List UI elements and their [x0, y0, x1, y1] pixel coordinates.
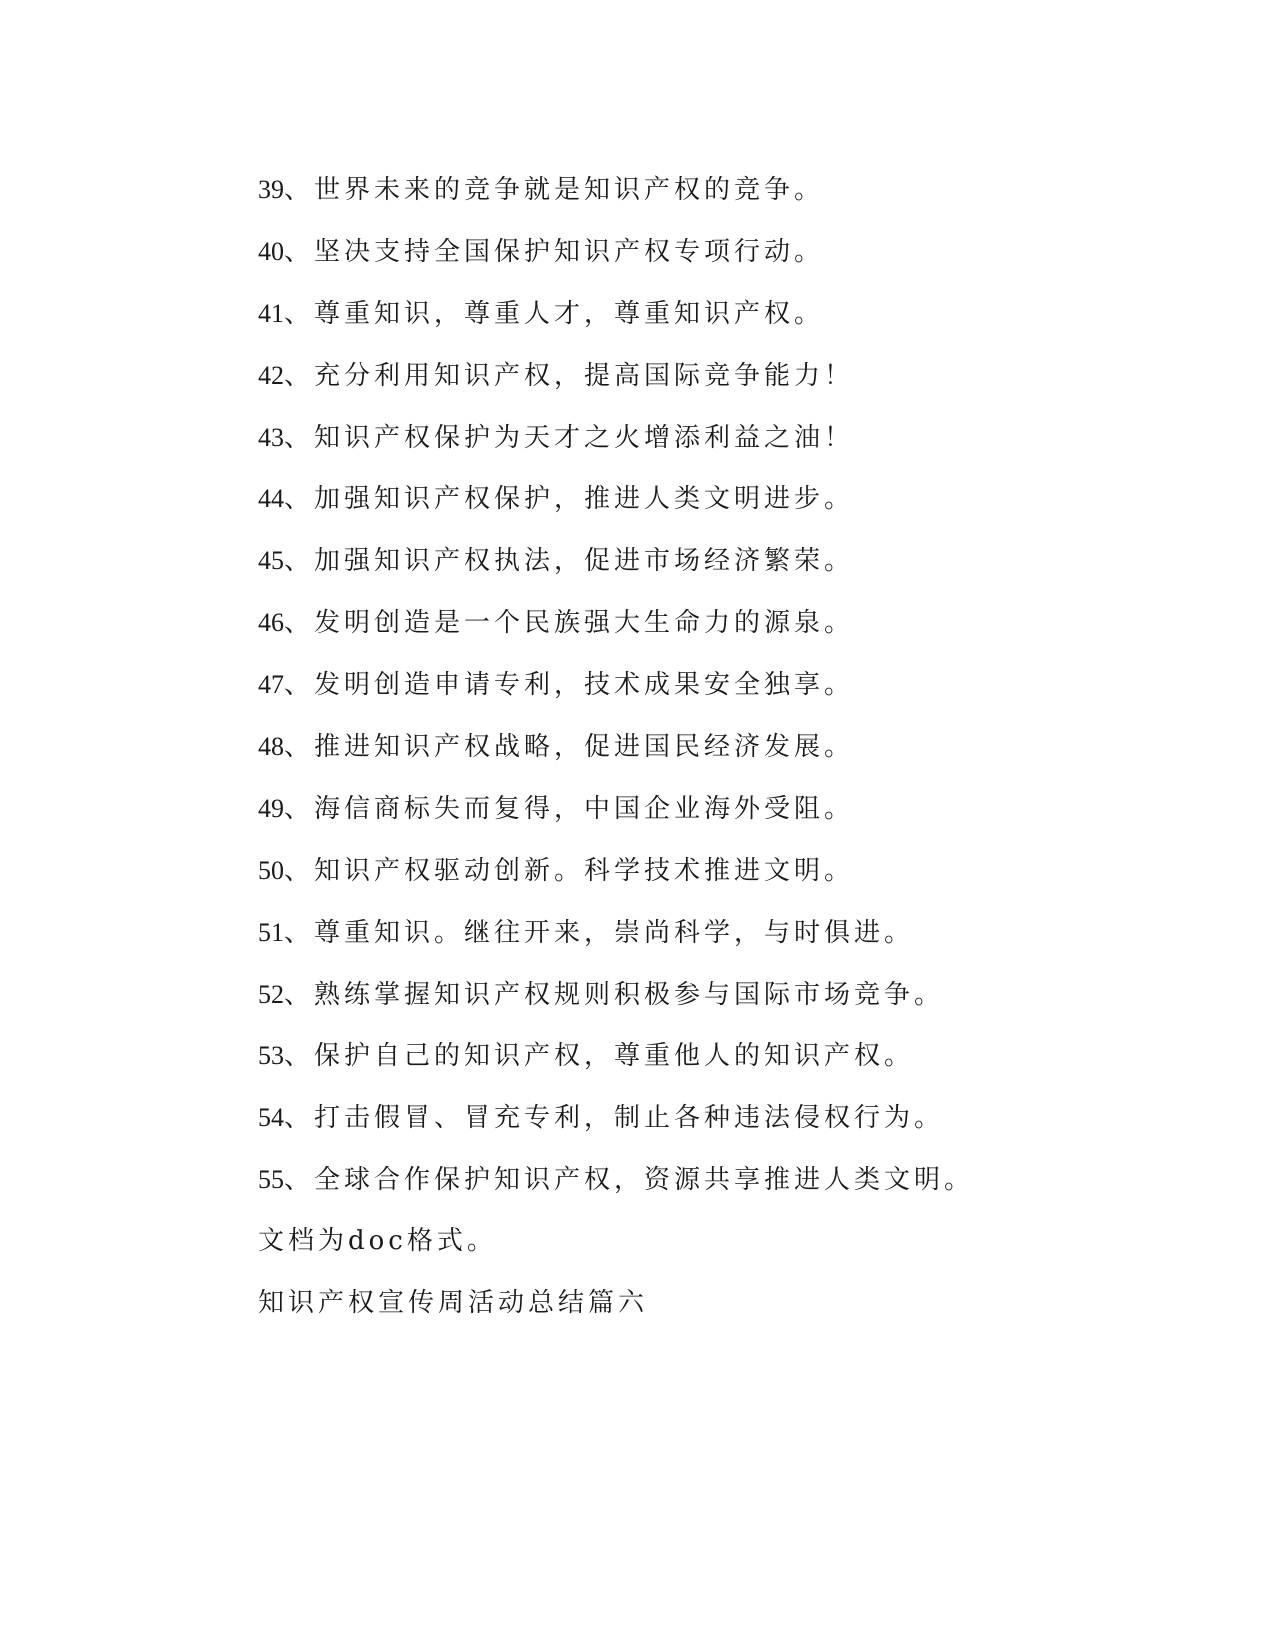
item-separator: 、	[284, 360, 315, 391]
item-text: 知识产权驱动创新。科学技术推进文明。	[314, 855, 855, 886]
item-separator: 、	[284, 1103, 315, 1134]
slogan-item-48	[258, 716, 1198, 778]
slogan-item-47	[258, 654, 1198, 716]
item-separator: 、	[284, 1041, 315, 1072]
slogan-item-55	[258, 1149, 1198, 1211]
section-heading: 知识产权宣传周活动总结篇六	[258, 1288, 649, 1319]
item-separator: 、	[284, 175, 315, 205]
item-number: 50	[258, 855, 284, 885]
slogan-item-52	[258, 964, 1198, 1026]
item-number: 40	[258, 236, 284, 266]
slogan-item-46	[258, 592, 1198, 654]
item-text: 加强知识产权保护，推进人类文明进步。	[314, 484, 855, 515]
document-body	[258, 159, 1198, 1335]
slogan-item-42	[258, 345, 1198, 407]
item-text: 熟练掌握知识产权规则积极参与国际市场竞争。	[314, 979, 945, 1010]
item-separator: 、	[284, 670, 315, 701]
item-number: 55	[258, 1165, 284, 1195]
item-number: 42	[258, 360, 284, 390]
item-number: 48	[258, 732, 284, 762]
slogan-item-53	[258, 1025, 1198, 1087]
item-text: 充分利用知识产权，提高国际竞争能力！	[314, 360, 855, 391]
item-text: 知识产权保护为天才之火增添利益之油！	[314, 422, 855, 453]
item-number: 49	[258, 793, 284, 823]
slogan-item-40	[258, 221, 1198, 283]
slogan-item-39	[258, 159, 1198, 221]
item-text: 尊重知识，尊重人才，尊重知识产权。	[314, 298, 825, 329]
item-number: 47	[258, 670, 284, 700]
item-text: 发明创造是一个民族强大生命力的源泉。	[314, 608, 855, 639]
item-separator: 、	[284, 917, 315, 948]
item-text: 海信商标失而复得，中国企业海外受阻。	[314, 793, 855, 824]
item-text: 全球合作保护知识产权，资源共享推进人类文明。	[314, 1165, 975, 1196]
item-number: 41	[258, 298, 284, 328]
slogan-item-41	[258, 283, 1198, 345]
item-separator: 、	[284, 546, 315, 577]
slogan-item-50	[258, 840, 1198, 902]
item-number: 44	[258, 484, 284, 514]
item-separator: 、	[284, 484, 315, 515]
item-separator: 、	[284, 732, 315, 763]
slogan-item-43	[258, 407, 1198, 469]
slogan-item-51	[258, 902, 1198, 964]
item-number: 43	[258, 422, 284, 452]
item-text: 保护自己的知识产权，尊重他人的知识产权。	[314, 1041, 915, 1072]
item-text: 加强知识产权执法，促进市场经济繁荣。	[314, 546, 855, 577]
item-separator: 、	[284, 855, 315, 886]
slogan-item-44	[258, 468, 1198, 530]
item-text: 坚决支持全国保护知识产权专项行动。	[314, 236, 825, 267]
slogan-item-54	[258, 1087, 1198, 1149]
item-separator: 、	[284, 793, 315, 824]
item-number: 51	[258, 917, 284, 947]
item-separator: 、	[284, 298, 315, 329]
item-number: 45	[258, 546, 284, 576]
item-text: 打击假冒、冒充专利，制止各种违法侵权行为。	[314, 1103, 945, 1134]
format-note: 文档为doc格式。	[258, 1226, 497, 1257]
item-number: 46	[258, 608, 284, 638]
item-separator: 、	[284, 1165, 315, 1196]
item-number: 52	[258, 979, 284, 1009]
item-separator: 、	[284, 608, 315, 639]
item-number: 39	[258, 175, 284, 204]
item-text: 发明创造申请专利，技术成果安全独享。	[314, 670, 855, 701]
item-number: 54	[258, 1103, 284, 1133]
item-separator: 、	[284, 979, 315, 1010]
item-text: 推进知识产权战略，促进国民经济发展。	[314, 732, 855, 763]
item-text: 世界未来的竞争就是知识产权的竞争。	[314, 175, 825, 205]
item-separator: 、	[284, 422, 315, 453]
item-number: 53	[258, 1041, 284, 1071]
item-text: 尊重知识。继往开来，崇尚科学，与时俱进。	[314, 917, 915, 948]
item-separator: 、	[284, 236, 315, 267]
slogan-item-45	[258, 530, 1198, 592]
slogan-item-49	[258, 778, 1198, 840]
